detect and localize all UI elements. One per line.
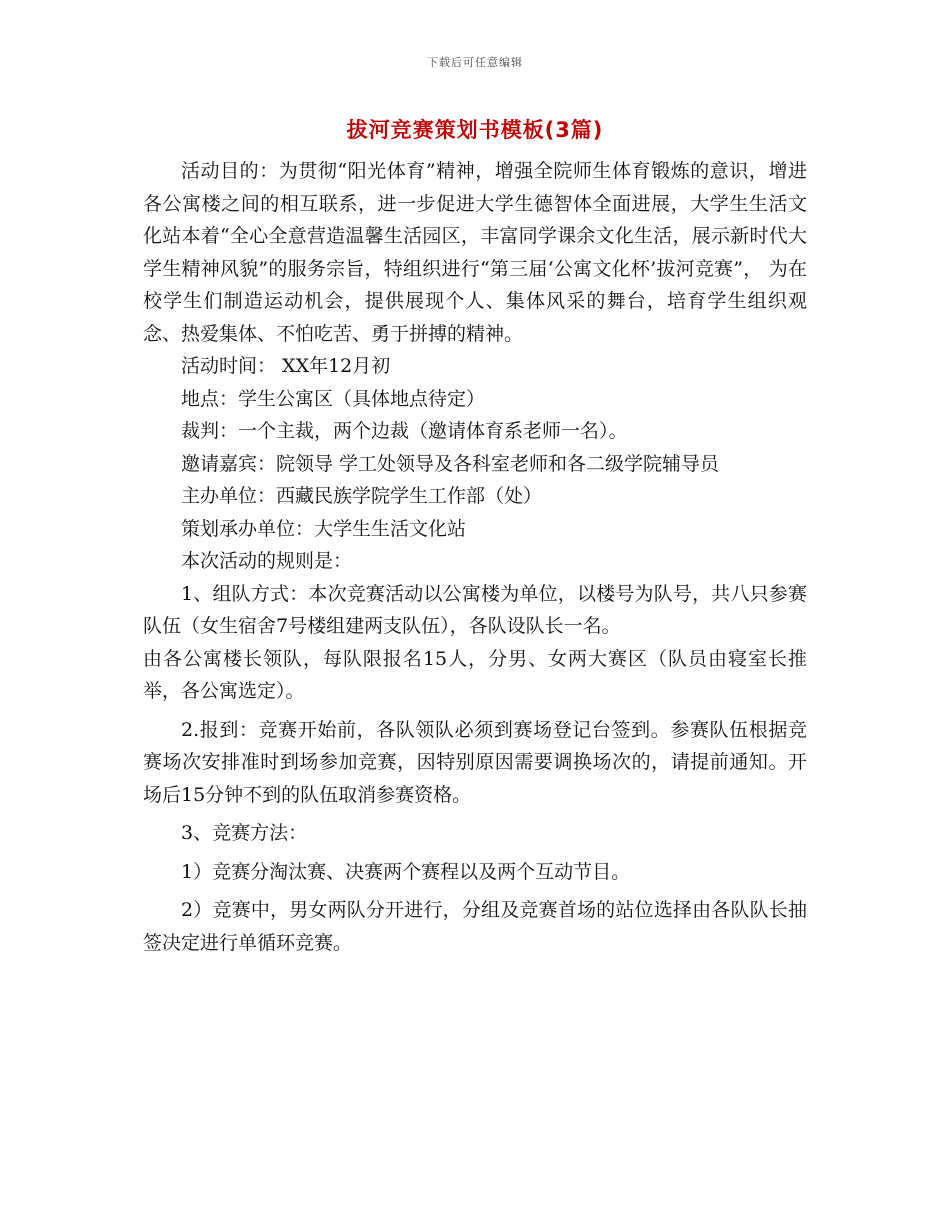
document-title: 拔河竞赛策划书模板(3篇) <box>346 118 604 142</box>
paragraph-registration: 2.报到：竞赛开始前，各队领队必须到赛场登记台签到。参赛队伍根据竞赛场次安排准时到场参加竞赛，因特别原因需要调换场次的，请提前通知。开场后15分钟不到的队伍取消参赛资格。 <box>143 718 807 806</box>
paragraph-method-1: 1）竞赛分淘汰赛、决赛两个赛程以及两个互动节目。 <box>181 860 631 883</box>
document-body <box>143 155 807 959</box>
paragraph-organizer: 主办单位：西藏民族学院学生工作部（处） <box>181 485 543 507</box>
paragraph-team-leader: 由各公寓楼长领队，每队限报名15人，分男、女两大赛区（队员由寝室长推举，各公寓选定）。 <box>143 647 807 702</box>
paragraph-guests: 邀请嘉宾：院领导 学工处领导及各科室老师和各二级学院辅导员 <box>181 452 720 475</box>
page-header-note: 下载后可任意编辑 <box>427 56 523 69</box>
paragraph-method-2: 2）竞赛中，男女两队分开进行，分组及竞赛首场的站位选择由各队队长抽签决定进行单循环竞赛。 <box>143 899 807 954</box>
paragraph-location: 地点：学生公寓区（具体地点待定） <box>181 387 486 410</box>
paragraph-host: 策划承办单位：大学生生活文化站 <box>181 517 467 540</box>
paragraph-time: 活动时间： XX年12月初 <box>181 355 391 377</box>
paragraph-rules-intro: 本次活动的规则是： <box>181 550 353 572</box>
paragraph-method-heading: 3、竞赛方法： <box>181 822 308 844</box>
paragraph-referee: 裁判：一个主裁，两个边裁（邀请体育系老师一名）。 <box>181 420 628 442</box>
paragraph-purpose: 活动目的：为贯彻“阳光体育”精神，增强全院师生体育锻炼的意识，增进各公寓楼之间的相互联系，进一步促进大学生德智体全面进展，大学生生活文化站本着“全心全意营造温馨生活园区，丰富同学课余文化生活，展示新时代大学生精神风貌”的服务宗旨，特组织进行“第三届‘公寓文化杯’拔河竞赛”， 为在校学生们制造运动机会，提供展现个人、集体风采的舞台，培育学生组织观念、热爱集体、不怕吃苦、勇于拼搏的精神。 <box>143 160 807 345</box>
paragraph-team-formation: 1、组队方式：本次竞赛活动以公寓楼为单位，以楼号为队号，共八只参赛队伍（女生宿舍7号楼组建两支队伍），各队设队长一名。 <box>143 582 807 637</box>
